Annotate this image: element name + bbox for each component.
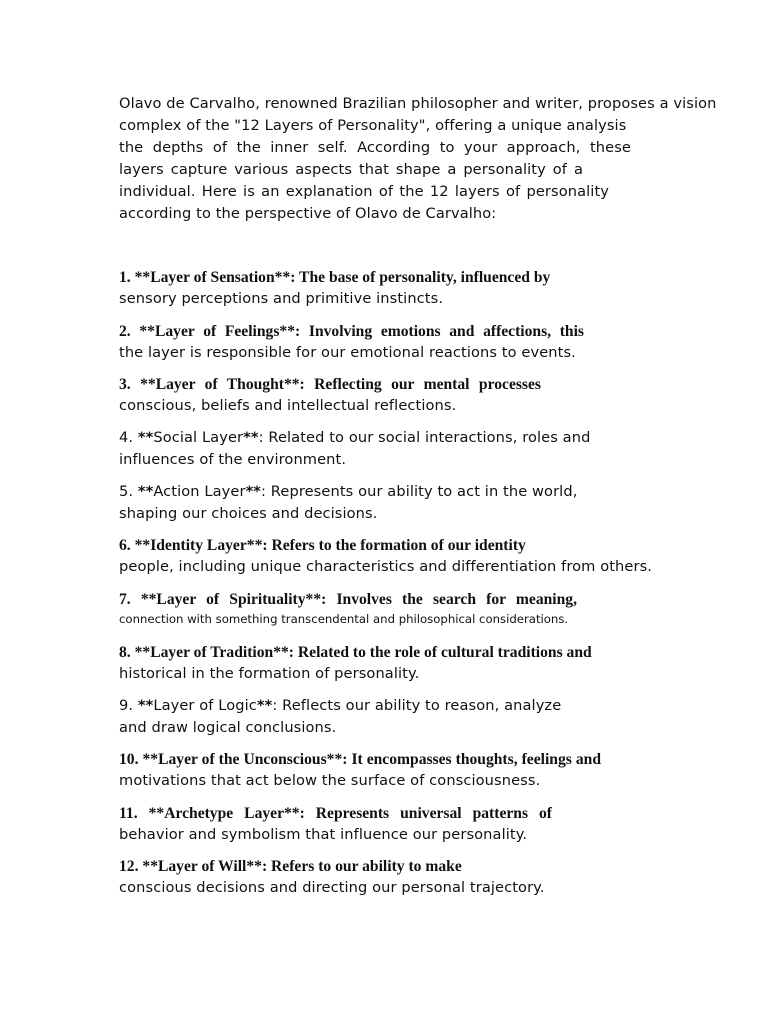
layer-1-text: sensory perceptions and primitive instincts. [119, 290, 444, 307]
intro-line-3: the depths of the inner self. According to your approach, these [119, 139, 631, 156]
layer-12-text: conscious decisions and directing our personal trajectory. [119, 879, 545, 896]
layer-9-asterisks-open: ** [137, 697, 154, 714]
intro-line-2: complex of the "12 Layers of Personality", offering a unique analysis [119, 117, 627, 134]
layer-2-heading: 2. **Layer of Feelings**: Involving emotions and affections, this [119, 323, 584, 340]
layer-9-title: Layer of Logic [153, 697, 257, 714]
layer-4-text: influences of the environment. [119, 451, 347, 468]
layer-5-number: 5. [119, 483, 138, 500]
layer-5-text: shaping our choices and decisions. [119, 505, 378, 522]
layer-9-number: 9. [119, 697, 138, 714]
layer-3-heading: 3. **Layer of Thought**: Reflecting our mental processes [119, 376, 541, 393]
layer-8-text: historical in the formation of personality. [119, 665, 420, 682]
layer-4-title: Social Layer [153, 429, 244, 446]
layer-5-title: Action Layer [153, 483, 246, 500]
layer-10-text: motivations that act below the surface of consciousness. [119, 772, 541, 789]
layer-5-desc: : Represents our ability to act in the world, [261, 483, 578, 500]
layer-11-text: behavior and symbolism that influence our personality. [119, 826, 528, 843]
layer-4-number: 4. [119, 429, 138, 446]
intro-line-5: individual. Here is an explanation of the 12 layers of personality [119, 183, 609, 200]
layer-6-heading: 6. **Identity Layer**: Refers to the formation of our identity [119, 537, 526, 554]
layer-4-heading [119, 431, 590, 446]
layer-9-heading [119, 699, 561, 714]
layer-8-heading: 8. **Layer of Tradition**: Related to the role of cultural traditions and [119, 644, 592, 661]
layer-5-heading [119, 485, 577, 500]
intro-line-4: layers capture various aspects that shape a personality of a [119, 161, 583, 178]
layer-4-desc: : Related to our social interactions, roles and [258, 429, 591, 446]
layer-9-text: and draw logical conclusions. [119, 719, 337, 736]
layer-9-asterisks-close: ** [256, 697, 273, 714]
layer-12-heading: 12. **Layer of Will**: Refers to our ability to make [119, 858, 462, 875]
layer-5-asterisks-close: ** [245, 483, 262, 500]
intro-line-6: according to the perspective of Olavo de Carvalho: [119, 205, 497, 222]
layer-5-asterisks-open: ** [137, 483, 154, 500]
layer-9-desc: : Reflects our ability to reason, analyze [272, 697, 562, 714]
layer-2-text: the layer is responsible for our emotional reactions to events. [119, 344, 576, 361]
layer-1-heading: 1. **Layer of Sensation**: The base of personality, influenced by [119, 269, 551, 286]
layer-7-heading: 7. **Layer of Spirituality**: Involves the search for meaning, [119, 591, 577, 608]
layer-4-asterisks-open: ** [137, 429, 154, 446]
layer-10-heading: 10. **Layer of the Unconscious**: It encompasses thoughts, feelings and [119, 751, 601, 768]
layer-6-text: people, including unique characteristics and differentiation from others. [119, 558, 653, 575]
layer-7-text: connection with something transcendental and philosophical considerations. [119, 612, 569, 626]
layer-3-text: conscious, beliefs and intellectual reflections. [119, 397, 457, 414]
intro-line-1: Olavo de Carvalho, renowned Brazilian philosopher and writer, proposes a vision [119, 95, 717, 112]
layer-4-asterisks-close: ** [243, 429, 259, 446]
layer-11-heading: 11. **Archetype Layer**: Represents universal patterns of [119, 805, 552, 822]
